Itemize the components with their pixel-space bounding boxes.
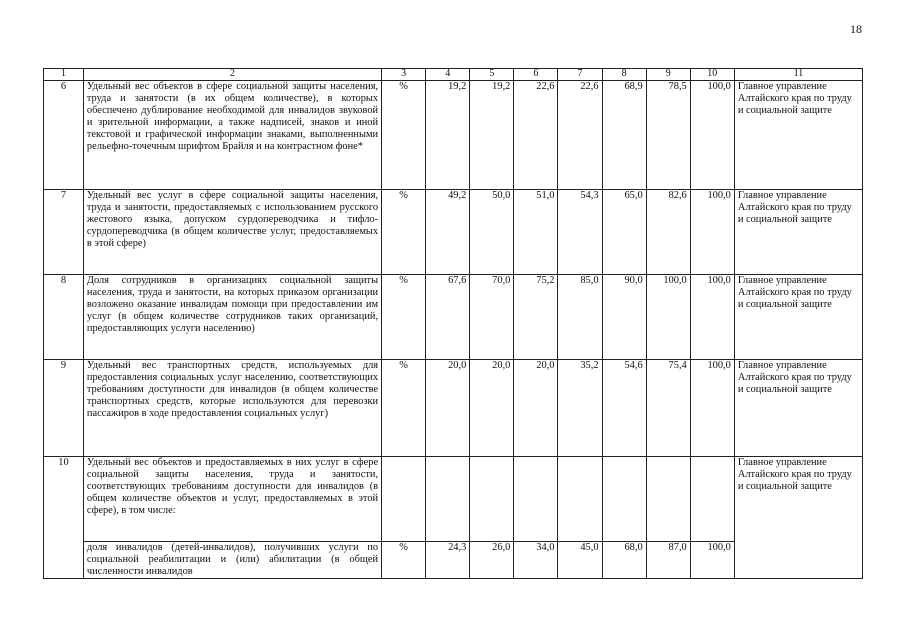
responsible-agency: Главное управление Алтайского края по труду и социальной защите	[734, 190, 862, 275]
responsible-agency: Главное управление Алтайского края по труду и социальной защите	[734, 81, 862, 190]
unit-cell: %	[382, 542, 426, 579]
value-cell: 26,0	[470, 542, 514, 579]
table-row	[44, 81, 863, 190]
responsible-agency: Главное управление Алтайского края по труду и социальной защите	[734, 457, 862, 579]
value-cell	[470, 457, 514, 542]
value-cell: 85,0	[558, 275, 602, 360]
value-cell: 70,0	[470, 275, 514, 360]
header-cell: 10	[690, 69, 734, 81]
header-cell: 4	[426, 69, 470, 81]
header-cell: 2	[83, 69, 381, 81]
page-number: 18	[850, 22, 862, 36]
value-cell: 34,0	[514, 542, 558, 579]
unit-cell	[382, 457, 426, 542]
table-row	[44, 275, 863, 360]
unit-cell: %	[382, 190, 426, 275]
value-cell: 22,6	[558, 81, 602, 190]
unit-cell: %	[382, 360, 426, 457]
indicators-table	[43, 68, 863, 579]
value-cell: 20,0	[514, 360, 558, 457]
header-cell: 3	[382, 69, 426, 81]
value-cell: 19,2	[426, 81, 470, 190]
value-cell	[426, 457, 470, 542]
value-cell	[690, 457, 734, 542]
value-cell: 90,0	[602, 275, 646, 360]
value-cell	[514, 457, 558, 542]
value-cell: 100,0	[690, 275, 734, 360]
indicator-sub-description: доля инвалидов (детей-инвалидов), получивших услуги по социальной реабилитации и (или) абилитации (в общей численности инвалидов	[83, 542, 381, 579]
row-number: 9	[44, 360, 84, 457]
value-cell: 68,9	[602, 81, 646, 190]
table-row	[44, 360, 863, 457]
header-cell: 5	[470, 69, 514, 81]
header-cell: 6	[514, 69, 558, 81]
value-cell: 67,6	[426, 275, 470, 360]
value-cell: 100,0	[690, 360, 734, 457]
row-number: 7	[44, 190, 84, 275]
responsible-agency: Главное управление Алтайского края по труду и социальной защите	[734, 275, 862, 360]
value-cell: 35,2	[558, 360, 602, 457]
value-cell: 24,3	[426, 542, 470, 579]
value-cell: 54,6	[602, 360, 646, 457]
indicator-description: Удельный вес объектов и предоставляемых в них услуг в сфере социальной защиты населения, труда и занятости, соответствующих требованиям доступности для инвалидов (в общем количестве объектов и услуг, предоставляемых в этой сфере), в том числе:	[83, 457, 381, 542]
table-row	[44, 190, 863, 275]
value-cell: 100,0	[690, 542, 734, 579]
value-cell: 50,0	[470, 190, 514, 275]
value-cell: 87,0	[646, 542, 690, 579]
unit-cell: %	[382, 275, 426, 360]
value-cell: 51,0	[514, 190, 558, 275]
table-row	[44, 457, 863, 542]
indicator-description: Удельный вес услуг в сфере социальной защиты населения, труда и занятости, предоставляемых с использованием русского жестового языка, допуском сурдопереводчика и тифло-сурдопереводчика (в общем количестве услуг, предоставляемых в этой сфере)	[83, 190, 381, 275]
value-cell	[602, 457, 646, 542]
value-cell: 75,4	[646, 360, 690, 457]
value-cell: 78,5	[646, 81, 690, 190]
header-cell: 9	[646, 69, 690, 81]
value-cell: 100,0	[690, 81, 734, 190]
table-header-row	[44, 69, 863, 81]
row-number: 6	[44, 81, 84, 190]
row-number: 8	[44, 275, 84, 360]
value-cell	[558, 457, 602, 542]
unit-cell: %	[382, 81, 426, 190]
indicator-description: Доля сотрудников в организациях социальной защиты населения, труда и занятости, на которых приказом организации возложено оказание инвалидам помощи при предоставлении им услуг (в общем количестве сотрудников таких организаций, предоставляющих услуги населению)	[83, 275, 381, 360]
value-cell: 20,0	[470, 360, 514, 457]
header-cell: 1	[44, 69, 84, 81]
value-cell: 54,3	[558, 190, 602, 275]
value-cell: 20,0	[426, 360, 470, 457]
value-cell: 45,0	[558, 542, 602, 579]
value-cell: 68,0	[602, 542, 646, 579]
row-number: 10	[44, 457, 84, 579]
header-cell: 8	[602, 69, 646, 81]
responsible-agency: Главное управление Алтайского края по труду и социальной защите	[734, 360, 862, 457]
indicator-description: Удельный вес транспортных средств, используемых для предоставления социальных услуг населению, соответствующих требованиям доступности для инвалидов (в общем количестве транспортных средств, которые используются для перевозки пассажиров в ходе предоставления социальных услуг)	[83, 360, 381, 457]
value-cell: 49,2	[426, 190, 470, 275]
value-cell: 100,0	[646, 275, 690, 360]
value-cell: 19,2	[470, 81, 514, 190]
value-cell: 22,6	[514, 81, 558, 190]
value-cell	[646, 457, 690, 542]
value-cell: 65,0	[602, 190, 646, 275]
value-cell: 100,0	[690, 190, 734, 275]
value-cell: 82,6	[646, 190, 690, 275]
header-cell: 11	[734, 69, 862, 81]
indicator-description: Удельный вес объектов в сфере социальной защиты населения, труда и занятости (в их общем количестве), в которых обеспечено дублирование необходимой для инвалидов звуковой и зрительной информации, а также надписей, знаков и иной текстовой и графической информации знаками, выполненными рельефно-точечным шрифтом Брайля и на контрастном фоне*	[83, 81, 381, 190]
value-cell: 75,2	[514, 275, 558, 360]
header-cell: 7	[558, 69, 602, 81]
